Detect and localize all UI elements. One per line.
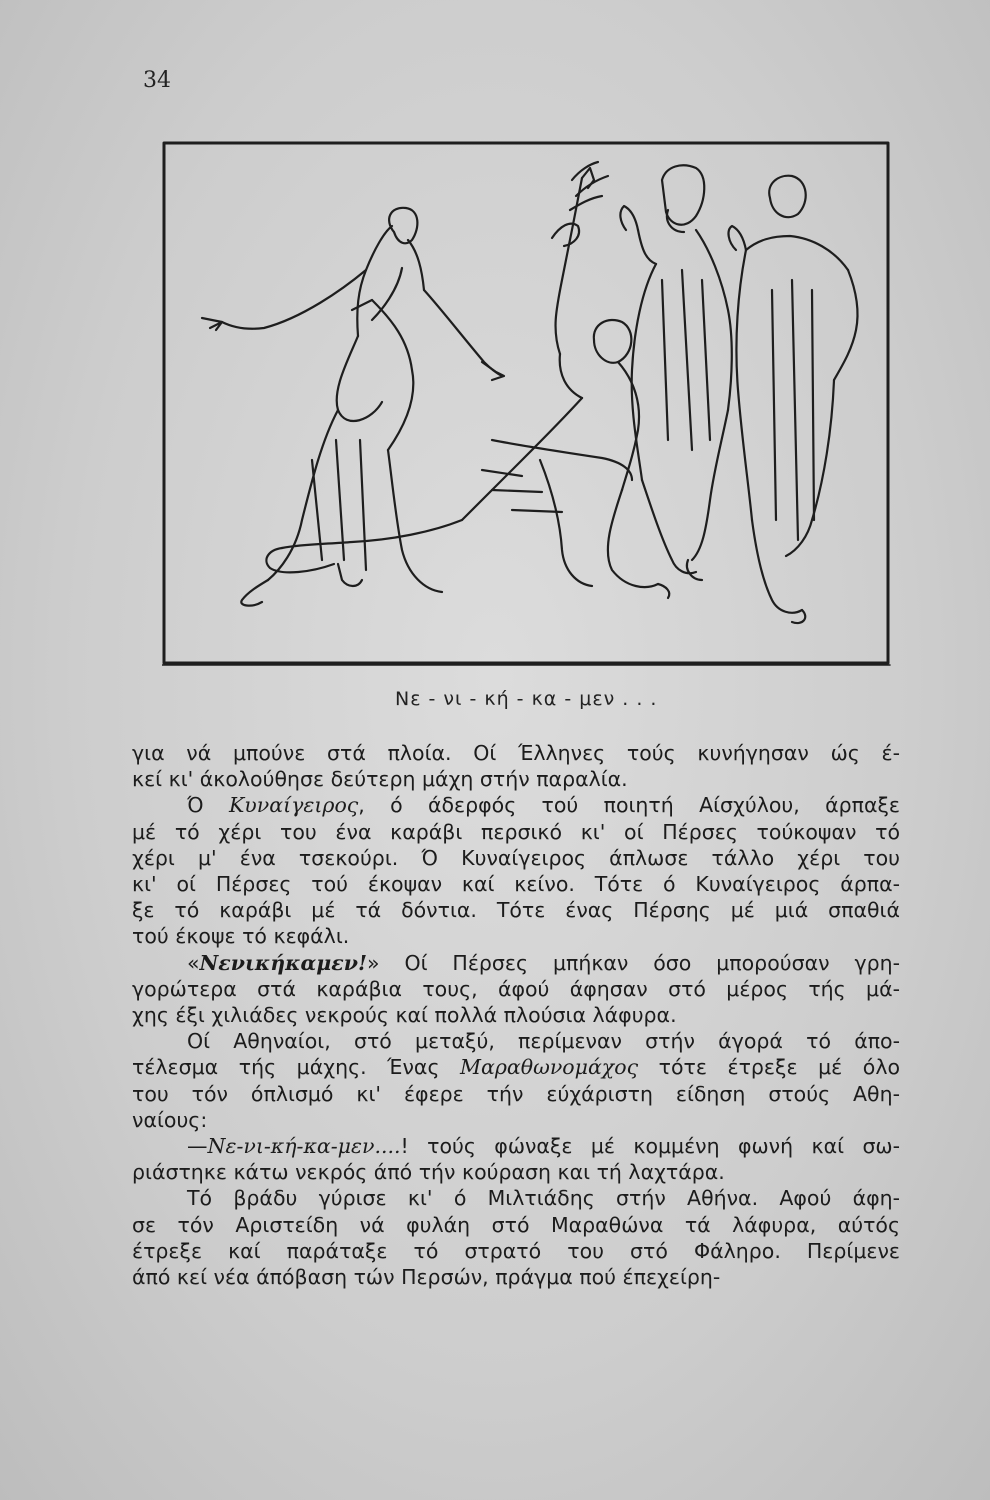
text-line [132,1107,900,1133]
body-text [132,740,900,1290]
text-line [132,1212,900,1238]
text-line [132,976,900,1002]
text-line [132,897,900,923]
text-line [132,923,900,949]
text-segment: Τό βράδυ γύρισε κι' ό Μιλτιάδης στήν Αθήνα. Αφού άφη- [187,1186,900,1211]
text-line [132,950,900,976]
text-segment: γορώτερα στά καράβια τους, άφού άφησαν στό μέρος τής μά- [132,976,900,1001]
text-line [132,1028,900,1054]
text-line [132,1238,900,1264]
text-segment: τού έκοψε τό κεφάλι. [132,924,350,949]
text-line [132,845,900,871]
standing-man-figure [729,176,858,623]
italic-name: Μαραθωνομάχος [460,1055,639,1080]
text-line [132,819,900,845]
text-segment: του τόν όπλισμό κι' έφερε τήν εύχάριστη είδηση στούς Αθη- [132,1081,900,1106]
illustration [162,140,892,668]
warrior-figure [266,162,669,598]
text-segment: , ό άδερφός τού ποιητή Αίσχύλου, άρπαξε [358,793,900,818]
text-line [132,766,900,792]
italic-name: Νε-νι-κή-κα-μεν.... [207,1134,401,1159]
text-line [132,1054,900,1080]
text-line [132,1133,900,1159]
text-segment: « [187,950,200,975]
italic-name: Κυναίγειρος [228,793,359,818]
text-segment: μέ τό χέρι του ένα καράβι περσικό κι' οί Πέρσες τούκοψαν τό [132,819,900,844]
text-segment: ριάστηκε κάτω νεκρός άπό τήν κούραση και τή λαχτάρα. [132,1160,725,1185]
marathon-scene-drawing [162,140,892,668]
text-line [132,740,900,766]
text-segment: ναίους: [132,1107,208,1132]
text-line [132,792,900,818]
bold-italic-exclamation: Νενικήκαμεν! [199,950,367,975]
text-line [132,1002,900,1028]
text-segment: ! τούς φώναξε μέ κομμένη φωνή καί σω- [400,1134,900,1159]
text-segment: — [187,1134,208,1159]
text-segment: χης έξι χιλιάδες νεκρούς καί πολλά πλούσια λάφυρα. [132,1003,677,1028]
text-line [132,1081,900,1107]
elder-figure [620,165,731,580]
text-segment: Οί Αθηναίοι, στό μεταξύ, περίμεναν στήν άγορά τό άπο- [187,1029,900,1054]
text-segment: έτρεξε καί παράταξε τό στρατό του στό Φάληρο. Περίμενε [132,1238,900,1263]
text-segment: ξε τό καράβι μέ τά δόντια. Τότε ένας Πέρσης μέ μιά σπαθιά [132,898,900,923]
text-segment: σε τόν Αριστείδη νά φυλάη στό Μαραθώνα τά λάφυρα, αύτός [132,1212,900,1237]
text-segment: κι' οί Πέρσες τού έκοψαν καί κείνο. Τότε ό Κυναίγειρος άρπα- [132,872,900,897]
text-line [132,1264,900,1290]
text-line [132,871,900,897]
text-line [132,1159,900,1185]
text-segment: τότε έτρεξε μέ όλο [638,1055,900,1080]
text-segment: για νά μπούνε στά πλοία. Οί Έλληνες τούς κυνήγησαν ώς έ- [132,741,900,765]
text-segment: Ό [187,793,229,818]
text-segment: κεί κι' άκολούθησε δεύτερη μάχη στήν παραλία. [132,767,628,792]
page-number: 34 [143,68,171,93]
woman-figure [202,208,504,606]
illustration-caption: Νε - νι - κή - κα - μεν . . . [395,688,658,710]
text-segment: άπό κεί νέα άπόβαση τών Περσών, πράγμα πού έπεχείρη- [132,1265,721,1290]
text-segment: τέλεσμα τής μάχης. Ένας [132,1055,461,1080]
text-line [132,1185,900,1211]
text-segment: χέρι μ' ένα τσεκούρι. Ό Κυναίγειρος άπλωσε τάλλο χέρι του [132,845,900,870]
text-segment: » Οί Πέρσες μπήκαν όσο μπορούσαν γρη- [367,950,900,975]
